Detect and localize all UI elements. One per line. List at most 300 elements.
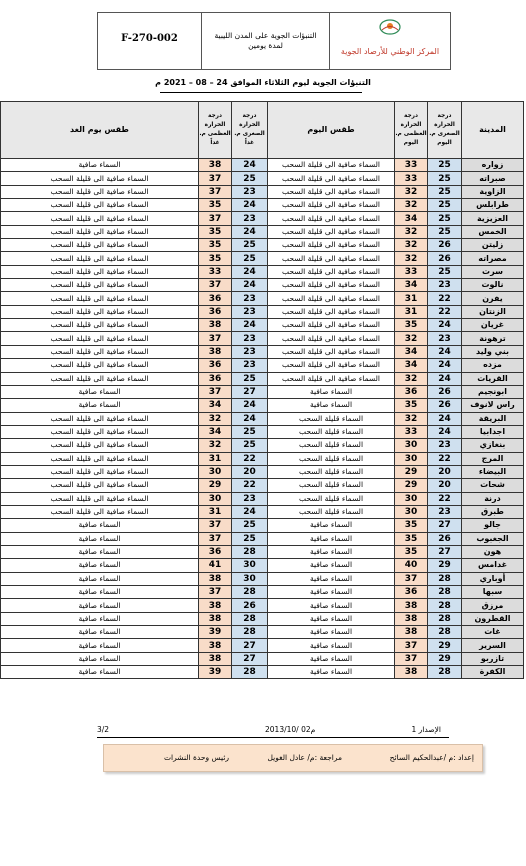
table-row bbox=[1, 479, 524, 492]
col-hi-tomorrow: درجة الحرارة العظمى م. غداً bbox=[199, 102, 232, 159]
table-row bbox=[1, 545, 524, 558]
wx-today-cell: السماء قليلة السحب bbox=[268, 439, 395, 452]
lo-today-cell: 29 bbox=[428, 652, 462, 665]
lo-today-cell: 28 bbox=[428, 612, 462, 625]
wx-tomorrow-cell: السماء صافية bbox=[1, 559, 199, 572]
city-cell: طرابلس bbox=[462, 199, 524, 212]
lo-tomorrow-cell: 24 bbox=[232, 225, 268, 238]
hi-today-cell: 38 bbox=[395, 626, 428, 639]
wx-today-cell: السماء صافية الى قليلة السحب bbox=[268, 305, 395, 318]
wx-tomorrow-cell: السماء صافية الى قليلة السحب bbox=[1, 359, 199, 372]
wx-today-cell: السماء صافية الى قليلة السحب bbox=[268, 372, 395, 385]
hi-today-cell: 33 bbox=[395, 172, 428, 185]
wx-tomorrow-cell: السماء صافية الى قليلة السحب bbox=[1, 279, 199, 292]
lo-today-cell: 23 bbox=[428, 505, 462, 518]
hi-tomorrow-cell: 29 bbox=[199, 479, 232, 492]
table-row bbox=[1, 332, 524, 345]
table-row bbox=[1, 639, 524, 652]
hi-tomorrow-cell: 38 bbox=[199, 599, 232, 612]
table-row bbox=[1, 385, 524, 398]
wx-today-cell: السماء صافية bbox=[268, 385, 395, 398]
lo-tomorrow-cell: 24 bbox=[232, 199, 268, 212]
table-row bbox=[1, 399, 524, 412]
table-row bbox=[1, 666, 524, 679]
wx-today-cell: السماء صافية الى قليلة السحب bbox=[268, 332, 395, 345]
hi-tomorrow-cell: 34 bbox=[199, 399, 232, 412]
hi-tomorrow-cell: 39 bbox=[199, 626, 232, 639]
hi-today-cell: 34 bbox=[395, 345, 428, 358]
table-row bbox=[1, 599, 524, 612]
col-city: المدينة bbox=[462, 102, 524, 159]
hi-today-cell: 40 bbox=[395, 559, 428, 572]
lo-tomorrow-cell: 30 bbox=[232, 559, 268, 572]
lo-today-cell: 25 bbox=[428, 159, 462, 172]
table-row bbox=[1, 252, 524, 265]
wx-tomorrow-cell: السماء صافية الى قليلة السحب bbox=[1, 345, 199, 358]
document-title bbox=[202, 13, 330, 69]
lo-tomorrow-cell: 22 bbox=[232, 452, 268, 465]
wx-tomorrow-cell: السماء صافية الى قليلة السحب bbox=[1, 239, 199, 252]
table-row bbox=[1, 345, 524, 358]
lo-tomorrow-cell: 25 bbox=[232, 425, 268, 438]
hi-today-cell: 37 bbox=[395, 652, 428, 665]
hi-today-cell: 34 bbox=[395, 359, 428, 372]
hi-today-cell: 34 bbox=[395, 212, 428, 225]
lo-today-cell: 24 bbox=[428, 412, 462, 425]
city-cell: بنغازي bbox=[462, 439, 524, 452]
city-cell: السرير bbox=[462, 639, 524, 652]
wx-tomorrow-cell: السماء صافية الى قليلة السحب bbox=[1, 425, 199, 438]
table-row bbox=[1, 239, 524, 252]
title-line-2: لمدة يومين bbox=[248, 41, 283, 50]
lo-tomorrow-cell: 24 bbox=[232, 159, 268, 172]
city-cell: الخمس bbox=[462, 225, 524, 238]
wx-today-cell: السماء صافية الى قليلة السحب bbox=[268, 359, 395, 372]
lo-tomorrow-cell: 24 bbox=[232, 505, 268, 518]
prepared-by: إعداد :م /عبدالحكيم السائح bbox=[389, 753, 474, 762]
hi-tomorrow-cell: 31 bbox=[199, 452, 232, 465]
hi-tomorrow-cell: 37 bbox=[199, 385, 232, 398]
city-cell: البريقة bbox=[462, 412, 524, 425]
wx-today-cell: السماء صافية الى قليلة السحب bbox=[268, 279, 395, 292]
lo-tomorrow-cell: 25 bbox=[232, 239, 268, 252]
wx-tomorrow-cell: السماء صافية الى قليلة السحب bbox=[1, 319, 199, 332]
wx-tomorrow-cell: السماء صافية bbox=[1, 639, 199, 652]
city-cell: ابونجيم bbox=[462, 385, 524, 398]
table-row bbox=[1, 185, 524, 198]
hi-tomorrow-cell: 39 bbox=[199, 666, 232, 679]
wx-tomorrow-cell: السماء صافية bbox=[1, 385, 199, 398]
wx-today-cell: السماء قليلة السحب bbox=[268, 425, 395, 438]
wx-today-cell: السماء صافية الى قليلة السحب bbox=[268, 199, 395, 212]
lo-tomorrow-cell: 24 bbox=[232, 279, 268, 292]
lo-today-cell: 26 bbox=[428, 532, 462, 545]
hi-tomorrow-cell: 37 bbox=[199, 279, 232, 292]
lo-today-cell: 25 bbox=[428, 265, 462, 278]
wx-today-cell: السماء صافية الى قليلة السحب bbox=[268, 292, 395, 305]
lo-today-cell: 28 bbox=[428, 586, 462, 599]
wx-tomorrow-cell: السماء صافية الى قليلة السحب bbox=[1, 439, 199, 452]
lo-tomorrow-cell: 24 bbox=[232, 412, 268, 425]
lo-today-cell: 22 bbox=[428, 452, 462, 465]
wx-tomorrow-cell: السماء صافية الى قليلة السحب bbox=[1, 505, 199, 518]
lo-today-cell: 22 bbox=[428, 305, 462, 318]
hi-today-cell: 34 bbox=[395, 279, 428, 292]
table-row bbox=[1, 586, 524, 599]
hi-today-cell: 32 bbox=[395, 199, 428, 212]
signatures-bar bbox=[103, 744, 483, 772]
table-row bbox=[1, 505, 524, 518]
lo-tomorrow-cell: 24 bbox=[232, 265, 268, 278]
hi-today-cell: 31 bbox=[395, 305, 428, 318]
city-cell: الزاوية bbox=[462, 185, 524, 198]
wx-today-cell: السماء قليلة السحب bbox=[268, 479, 395, 492]
city-cell: الجغبوب bbox=[462, 532, 524, 545]
wx-today-cell: السماء صافية bbox=[268, 519, 395, 532]
wx-tomorrow-cell: السماء صافية الى قليلة السحب bbox=[1, 452, 199, 465]
wx-today-cell: السماء صافية bbox=[268, 652, 395, 665]
lo-today-cell: 22 bbox=[428, 492, 462, 505]
hi-tomorrow-cell: 36 bbox=[199, 372, 232, 385]
lo-today-cell: 27 bbox=[428, 545, 462, 558]
hi-tomorrow-cell: 41 bbox=[199, 559, 232, 572]
hi-tomorrow-cell: 31 bbox=[199, 505, 232, 518]
table-row bbox=[1, 172, 524, 185]
issue-date: 2013/10/ 02م bbox=[265, 725, 316, 734]
organization-name: المركز الوطني للأرصاد الجوية bbox=[340, 47, 440, 56]
wx-today-cell: السماء قليلة السحب bbox=[268, 505, 395, 518]
lo-today-cell: 24 bbox=[428, 345, 462, 358]
hi-today-cell: 30 bbox=[395, 452, 428, 465]
table-header-row bbox=[1, 102, 524, 159]
table-row bbox=[1, 626, 524, 639]
table-row bbox=[1, 452, 524, 465]
wx-tomorrow-cell: السماء صافية الى قليلة السحب bbox=[1, 465, 199, 478]
hi-today-cell: 29 bbox=[395, 479, 428, 492]
wx-today-cell: السماء قليلة السحب bbox=[268, 452, 395, 465]
hi-today-cell: 32 bbox=[395, 372, 428, 385]
wx-today-cell: السماء صافية bbox=[268, 586, 395, 599]
lo-tomorrow-cell: 27 bbox=[232, 652, 268, 665]
wx-today-cell: السماء صافية الى قليلة السحب bbox=[268, 159, 395, 172]
city-cell: الزنتان bbox=[462, 305, 524, 318]
wx-today-cell: السماء صافية bbox=[268, 572, 395, 585]
city-cell: القريات bbox=[462, 372, 524, 385]
table-row bbox=[1, 532, 524, 545]
city-cell: جالو bbox=[462, 519, 524, 532]
table-row bbox=[1, 265, 524, 278]
city-cell: البيضاء bbox=[462, 465, 524, 478]
wx-today-cell: السماء صافية bbox=[268, 559, 395, 572]
hi-today-cell: 36 bbox=[395, 385, 428, 398]
lo-tomorrow-cell: 24 bbox=[232, 399, 268, 412]
lo-today-cell: 20 bbox=[428, 465, 462, 478]
wx-tomorrow-cell: السماء صافية bbox=[1, 586, 199, 599]
lo-tomorrow-cell: 24 bbox=[232, 319, 268, 332]
wx-tomorrow-cell: السماء صافية bbox=[1, 666, 199, 679]
city-cell: طبرق bbox=[462, 505, 524, 518]
organization-block bbox=[330, 13, 450, 69]
lo-tomorrow-cell: 28 bbox=[232, 586, 268, 599]
hi-tomorrow-cell: 38 bbox=[199, 319, 232, 332]
table-row bbox=[1, 492, 524, 505]
hi-today-cell: 38 bbox=[395, 599, 428, 612]
city-cell: القطرون bbox=[462, 612, 524, 625]
hi-today-cell: 37 bbox=[395, 572, 428, 585]
city-cell: الكفرة bbox=[462, 666, 524, 679]
document-header bbox=[97, 12, 451, 70]
lo-tomorrow-cell: 27 bbox=[232, 639, 268, 652]
wx-tomorrow-cell: السماء صافية bbox=[1, 572, 199, 585]
city-cell: ترهونة bbox=[462, 332, 524, 345]
hi-tomorrow-cell: 35 bbox=[199, 239, 232, 252]
lo-today-cell: 23 bbox=[428, 279, 462, 292]
table-row bbox=[1, 612, 524, 625]
wx-tomorrow-cell: السماء صافية الى قليلة السحب bbox=[1, 199, 199, 212]
lo-tomorrow-cell: 25 bbox=[232, 372, 268, 385]
table-row bbox=[1, 439, 524, 452]
lo-tomorrow-cell: 23 bbox=[232, 492, 268, 505]
wx-today-cell: السماء صافية الى قليلة السحب bbox=[268, 239, 395, 252]
table-row bbox=[1, 519, 524, 532]
table-row bbox=[1, 572, 524, 585]
city-cell: مصراته bbox=[462, 252, 524, 265]
lo-today-cell: 29 bbox=[428, 559, 462, 572]
wx-tomorrow-cell: السماء صافية bbox=[1, 612, 199, 625]
city-cell: تازربو bbox=[462, 652, 524, 665]
lo-today-cell: 25 bbox=[428, 199, 462, 212]
lo-today-cell: 28 bbox=[428, 666, 462, 679]
city-cell: اجدابيا bbox=[462, 425, 524, 438]
hi-today-cell: 32 bbox=[395, 332, 428, 345]
col-lo-tomorrow: درجة الحرارة الصغرى م. غداً bbox=[232, 102, 268, 159]
lo-tomorrow-cell: 28 bbox=[232, 612, 268, 625]
table-row bbox=[1, 319, 524, 332]
wx-today-cell: السماء صافية bbox=[268, 612, 395, 625]
edition-label: الإصدار 1 bbox=[411, 725, 441, 734]
hi-tomorrow-cell: 37 bbox=[199, 332, 232, 345]
wx-tomorrow-cell: السماء صافية bbox=[1, 399, 199, 412]
hi-tomorrow-cell: 38 bbox=[199, 572, 232, 585]
table-row bbox=[1, 359, 524, 372]
wx-today-cell: السماء صافية الى قليلة السحب bbox=[268, 185, 395, 198]
hi-tomorrow-cell: 37 bbox=[199, 586, 232, 599]
table-row bbox=[1, 559, 524, 572]
lo-tomorrow-cell: 25 bbox=[232, 172, 268, 185]
footer-meta bbox=[97, 725, 449, 738]
hi-tomorrow-cell: 30 bbox=[199, 465, 232, 478]
wx-tomorrow-cell: السماء صافية الى قليلة السحب bbox=[1, 492, 199, 505]
wx-today-cell: السماء صافية الى قليلة السحب bbox=[268, 212, 395, 225]
hi-tomorrow-cell: 38 bbox=[199, 159, 232, 172]
hi-today-cell: 36 bbox=[395, 586, 428, 599]
lo-tomorrow-cell: 23 bbox=[232, 212, 268, 225]
city-cell: غات bbox=[462, 626, 524, 639]
lo-today-cell: 25 bbox=[428, 225, 462, 238]
wx-today-cell: السماء صافية bbox=[268, 599, 395, 612]
subtitle-underline bbox=[160, 92, 362, 93]
city-cell: زواره bbox=[462, 159, 524, 172]
col-hi-today: درجة الحرارة العظمى م. اليوم bbox=[395, 102, 428, 159]
wx-today-cell: السماء قليلة السحب bbox=[268, 465, 395, 478]
lo-tomorrow-cell: 28 bbox=[232, 545, 268, 558]
lo-tomorrow-cell: 20 bbox=[232, 465, 268, 478]
lo-tomorrow-cell: 23 bbox=[232, 305, 268, 318]
lo-tomorrow-cell: 26 bbox=[232, 599, 268, 612]
hi-today-cell: 29 bbox=[395, 465, 428, 478]
lo-today-cell: 28 bbox=[428, 626, 462, 639]
hi-today-cell: 35 bbox=[395, 545, 428, 558]
lo-tomorrow-cell: 28 bbox=[232, 666, 268, 679]
city-cell: غدامس bbox=[462, 559, 524, 572]
wx-today-cell: السماء صافية الى قليلة السحب bbox=[268, 172, 395, 185]
wx-tomorrow-cell: السماء صافية الى قليلة السحب bbox=[1, 172, 199, 185]
hi-today-cell: 32 bbox=[395, 225, 428, 238]
forecast-subtitle: التنبؤات الجوية ليوم الثلاثاء الموافق 24 – 08 – 2021 م bbox=[155, 78, 371, 87]
hi-today-cell: 32 bbox=[395, 239, 428, 252]
hi-today-cell: 33 bbox=[395, 265, 428, 278]
wx-today-cell: السماء صافية bbox=[268, 532, 395, 545]
lo-today-cell: 24 bbox=[428, 359, 462, 372]
city-cell: مزده bbox=[462, 359, 524, 372]
unit-head: رئيس وحدة النشرات bbox=[164, 753, 230, 762]
city-cell: شحات bbox=[462, 479, 524, 492]
lo-today-cell: 28 bbox=[428, 599, 462, 612]
table-row bbox=[1, 305, 524, 318]
city-cell: العزيزية bbox=[462, 212, 524, 225]
city-cell: بني وليد bbox=[462, 345, 524, 358]
hi-tomorrow-cell: 36 bbox=[199, 292, 232, 305]
wx-today-cell: السماء قليلة السحب bbox=[268, 492, 395, 505]
hi-tomorrow-cell: 36 bbox=[199, 305, 232, 318]
lo-tomorrow-cell: 28 bbox=[232, 626, 268, 639]
city-cell: صبراته bbox=[462, 172, 524, 185]
hi-tomorrow-cell: 30 bbox=[199, 492, 232, 505]
lo-tomorrow-cell: 23 bbox=[232, 359, 268, 372]
table-row bbox=[1, 292, 524, 305]
hi-today-cell: 32 bbox=[395, 185, 428, 198]
lo-today-cell: 23 bbox=[428, 439, 462, 452]
wx-tomorrow-cell: السماء صافية bbox=[1, 519, 199, 532]
lo-today-cell: 27 bbox=[428, 519, 462, 532]
hi-tomorrow-cell: 38 bbox=[199, 639, 232, 652]
wx-today-cell: السماء صافية bbox=[268, 626, 395, 639]
wx-today-cell: السماء صافية الى قليلة السحب bbox=[268, 345, 395, 358]
table-row bbox=[1, 425, 524, 438]
organization-logo-icon bbox=[376, 18, 404, 36]
lo-tomorrow-cell: 22 bbox=[232, 479, 268, 492]
hi-tomorrow-cell: 34 bbox=[199, 425, 232, 438]
city-cell: هون bbox=[462, 545, 524, 558]
lo-today-cell: 24 bbox=[428, 425, 462, 438]
lo-today-cell: 28 bbox=[428, 572, 462, 585]
lo-today-cell: 22 bbox=[428, 292, 462, 305]
hi-tomorrow-cell: 35 bbox=[199, 225, 232, 238]
lo-tomorrow-cell: 23 bbox=[232, 292, 268, 305]
wx-tomorrow-cell: السماء صافية الى قليلة السحب bbox=[1, 412, 199, 425]
wx-tomorrow-cell: السماء صافية الى قليلة السحب bbox=[1, 265, 199, 278]
lo-today-cell: 25 bbox=[428, 185, 462, 198]
city-cell: زليتن bbox=[462, 239, 524, 252]
hi-tomorrow-cell: 37 bbox=[199, 185, 232, 198]
wx-tomorrow-cell: السماء صافية الى قليلة السحب bbox=[1, 212, 199, 225]
table-row bbox=[1, 212, 524, 225]
lo-tomorrow-cell: 23 bbox=[232, 185, 268, 198]
hi-tomorrow-cell: 33 bbox=[199, 265, 232, 278]
reviewed-by: مراجعة :م/ عادل الغويل bbox=[267, 753, 342, 762]
wx-today-cell: السماء صافية bbox=[268, 639, 395, 652]
wx-today-cell: السماء صافية الى قليلة السحب bbox=[268, 265, 395, 278]
lo-today-cell: 26 bbox=[428, 385, 462, 398]
wx-today-cell: السماء صافية bbox=[268, 666, 395, 679]
table-row bbox=[1, 225, 524, 238]
wx-today-cell: السماء صافية الى قليلة السحب bbox=[268, 225, 395, 238]
lo-tomorrow-cell: 25 bbox=[232, 519, 268, 532]
col-lo-today: درجة الحرارة الصغرى م. اليوم bbox=[428, 102, 462, 159]
hi-today-cell: 35 bbox=[395, 519, 428, 532]
wx-tomorrow-cell: السماء صافية الى قليلة السحب bbox=[1, 292, 199, 305]
hi-today-cell: 32 bbox=[395, 252, 428, 265]
hi-today-cell: 33 bbox=[395, 159, 428, 172]
title-line-1: التنبؤات الجوية على المدن الليبية bbox=[214, 31, 317, 40]
hi-today-cell: 33 bbox=[395, 425, 428, 438]
wx-tomorrow-cell: السماء صافية bbox=[1, 159, 199, 172]
hi-tomorrow-cell: 35 bbox=[199, 199, 232, 212]
wx-tomorrow-cell: السماء صافية bbox=[1, 532, 199, 545]
hi-today-cell: 35 bbox=[395, 399, 428, 412]
table-row bbox=[1, 372, 524, 385]
wx-tomorrow-cell: السماء صافية الى قليلة السحب bbox=[1, 372, 199, 385]
hi-today-cell: 37 bbox=[395, 639, 428, 652]
hi-tomorrow-cell: 32 bbox=[199, 412, 232, 425]
lo-today-cell: 25 bbox=[428, 212, 462, 225]
lo-tomorrow-cell: 25 bbox=[232, 439, 268, 452]
table-row bbox=[1, 652, 524, 665]
hi-tomorrow-cell: 37 bbox=[199, 172, 232, 185]
wx-tomorrow-cell: السماء صافية الى قليلة السحب bbox=[1, 332, 199, 345]
lo-tomorrow-cell: 30 bbox=[232, 572, 268, 585]
hi-tomorrow-cell: 38 bbox=[199, 612, 232, 625]
wx-today-cell: السماء قليلة السحب bbox=[268, 412, 395, 425]
city-cell: يفرن bbox=[462, 292, 524, 305]
lo-today-cell: 24 bbox=[428, 372, 462, 385]
lo-tomorrow-cell: 23 bbox=[232, 345, 268, 358]
hi-tomorrow-cell: 36 bbox=[199, 359, 232, 372]
hi-today-cell: 30 bbox=[395, 505, 428, 518]
hi-tomorrow-cell: 38 bbox=[199, 345, 232, 358]
city-cell: راس لانوف bbox=[462, 399, 524, 412]
hi-today-cell: 32 bbox=[395, 412, 428, 425]
lo-today-cell: 26 bbox=[428, 252, 462, 265]
lo-tomorrow-cell: 23 bbox=[232, 332, 268, 345]
hi-tomorrow-cell: 37 bbox=[199, 532, 232, 545]
lo-today-cell: 26 bbox=[428, 399, 462, 412]
lo-tomorrow-cell: 25 bbox=[232, 532, 268, 545]
hi-today-cell: 30 bbox=[395, 439, 428, 452]
hi-tomorrow-cell: 32 bbox=[199, 439, 232, 452]
city-cell: نالوت bbox=[462, 279, 524, 292]
table-row bbox=[1, 412, 524, 425]
wx-tomorrow-cell: السماء صافية bbox=[1, 626, 199, 639]
city-cell: درنة bbox=[462, 492, 524, 505]
lo-today-cell: 25 bbox=[428, 172, 462, 185]
wx-tomorrow-cell: السماء صافية الى قليلة السحب bbox=[1, 185, 199, 198]
hi-today-cell: 35 bbox=[395, 319, 428, 332]
lo-tomorrow-cell: 27 bbox=[232, 385, 268, 398]
wx-today-cell: السماء صافية الى قليلة السحب bbox=[268, 252, 395, 265]
table-body bbox=[1, 159, 524, 679]
wx-tomorrow-cell: السماء صافية الى قليلة السحب bbox=[1, 479, 199, 492]
